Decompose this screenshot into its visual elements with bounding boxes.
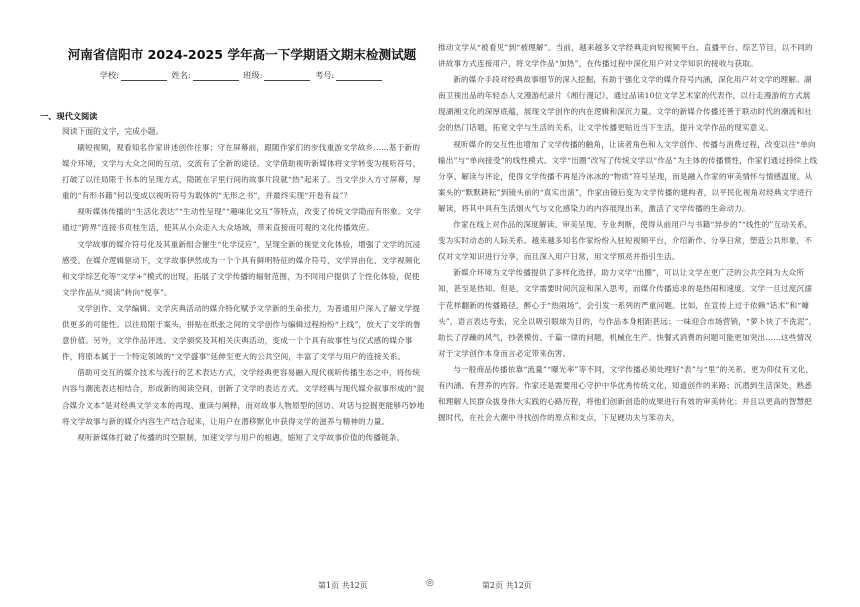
student-info-line (62, 70, 422, 81)
paragraph: 刷短视频，观看知名作家讲述创作往事；守在屏幕前，跟随作家们的步伐重游文学故乡……基于新的媒介环境，文学与大众之间的互动、交流有了全新的途径。文学借助视听新媒体将文学转变为视听符号，打破了以往局限于书本的呈现方式，隐匿在字里行间的故事片段就“热”起来了。当文学步入方寸屏幕，厚重的“有形书籍”何以变成以视听符号为载体的“无形之书”，并最终实现“开卷有益”？ (62, 143, 421, 201)
paragraph: 文学创作、文学编辑、文学庆典活动的媒介特化赋予文学新的生命张力，为普通用户深入了解文学提供更多的可能性。以往局限于案头，拼贴在纸张之间的文学创作与编辑过程纷纷“上线”，放大了文学的鲁意价值。另外，文学作品评选、文学颁奖及其相关庆典活动，变成一个个具有故事性与仪式感的媒介事件，将原本属于一个特定领域的“文学盛事”延伸至更大的公共空间，丰富了文学与用户的连接关系。 (62, 303, 421, 362)
paragraph: 文学故事的媒介符号化及其重新组合催生“化学反应”，呈现全新的视觉文化体验，增强了文学的沉浸感受。在媒介逻辑驱动下，文学故事伊然成为一个个具有鲜明特征的媒介符号，文学异由化、文学视频化和文学综艺化等“文学+”模式的出现，拓展了文学传播的辐射范围，为不同用户提供了个性化体验，促使文学作品从“阅读”转向“悦享”。 (62, 239, 421, 297)
reading-instruction: 阅读下面的文字，完成小题。 (62, 127, 164, 136)
id-label: 考号: (315, 70, 335, 80)
school-blank[interactable] (121, 72, 167, 81)
center-mark-icon: ◎ (426, 578, 434, 588)
right-column-text (438, 40, 818, 426)
paragraph: 新的媒介手段对经典故事细节的深入挖掘，有助于强化文学的媒介符号内涵，深化用户对文学的理解。湖南卫视出品的年轻态人文漫游纪录片《湘行漫记》，通过品读10位文学艺术家的代表作，以行走漫游的方式展现湖湘文化的深厚底蕴，展现文学创作的内在逻辑和深沉力量。文学的新媒介传播还善于联动时代的潮流和社会的热门话题，拓宽文学与生活的关系，让文学传播更贴近当下生活，提升文学作品的现实意义。 (438, 75, 813, 133)
name-blank[interactable] (193, 72, 239, 81)
paragraph: 视听媒介的交互性也增加了文学传播的触角，让读者角色和入文学创作、传播与消费过程，改变以往“单向输出”与“单向接受”的线性模式。文学“出圈”改写了传统文学以“作品”为主体的传播惯性，作家们通过持续上线分享、解读与评论，使得文学传播不再是冷冰冰的“物质”符号呈现，而是融入作家的审美情怀与情感温度。从案头的“默默耕耘”到镜头前的“真实出演”，作家由镜后变为文学传播的建构者，以平民化视角对经典文学进行解读，将其中具有生活烟火气与文化感染力的内容展现出来，激活了文学传播的生命动力。 (438, 139, 818, 213)
page-number-left: 第1页 共12页 (318, 581, 368, 590)
paragraph: 与一般商品传播依靠“流量”“曝光率”等不同，文学传播必须处理好“表”与“里”的关系，更为仰仗有文化、有内涵、有营养的内容。作家还是需要用心守护中华优秀传统文化，知道创作的来路；沉潜到生活深处，熟悉和理解人民群众拔身伟大实践的心路历程，将他们创新创造的成果进行有效的审美转化；并且以更高的智慧把握时代，在社会大潮中寻找创作的原点和支点，下足硬功夫与笨功夫， (438, 364, 814, 423)
paragraph: 借助可交互的媒介技术与流行的艺术表达方式，文学经典更容易融入现代视听传播生态之中，将传统内容与潮流表达相结合，形成新的阅读空间，创新了文学的表达方式。文学经典与现代媒介叙事形成的“混合媒介文本”是对经典文学文本的再现、重读与阐释，而对故事人物原型的回访、对话与挖掘更能够巧妙地将文学故事与新的媒介内容生产结合起来，让用户在潜移默化中获得文学的滋养与精神的力量。 (62, 368, 425, 426)
class-label: 班级: (243, 70, 263, 80)
id-blank[interactable] (336, 72, 382, 81)
paragraph: 视听媒体传播的“生活化表达”“生动性呈现”“趣味化交互”等特点，改变了传统文学隐而有形象。文学通过“跨界”连接书页桂生活，使其从小众走入大众场域，带来直接而可观的文化传播效应。 (62, 207, 422, 233)
school-label: 学校: (99, 70, 119, 80)
paragraph: 视听新媒体打破了传播的时空限制，加速文学与用户的相遇，缩短了文学故事价值的传播链条， (77, 432, 405, 442)
paragraph: 新媒介环境为文学传播提供了多样化选择，助力文学“出圈”，可以让文学在更广泛的公共空间为大众所知，甚至是热知。但是，文学需要时间沉淀和深入思考，而媒介传播追求的是热闹和速度。文学一旦过度沉溺于花样翻新的传播路径，醉心于“热闹场”，会引发一系列的严重问题。比如，在宣传上过于依赖“话术”和“噱头”，语言表达夸张，完全以吸引眼球为目的，与作品本身相距甚远；一味迎合市场营销，“萝卜快了不洗泥”，助长了浮躁的风气，抄袭模仿、千篇一律的问题，机械化生产、快餐式消费的问题可能更加突出……这些情况对于文学创作本身而言必定带来伤害。 (438, 268, 817, 358)
class-blank[interactable] (264, 72, 310, 81)
paragraph: 作家在线上对作品的深度解读、审美呈现、专业判断，使得从前用户与书籍“异步的”“线性的”互动关系，变为实时动态的人际关系。越来越多知名作家纷纷入驻短视频平台，介绍新作、分享日常，塑造公共形象，不仅对文学知识进行分享，而且深入用户日常，用文学照亮并指引生活。 (438, 220, 813, 262)
section-heading: 一、现代文阅读 (40, 111, 98, 121)
page-number-right: 第2页 共12页 (482, 581, 532, 590)
left-column-text (62, 140, 426, 446)
paragraph: 推动文学从“被看见”到“被理解”。当前，越来越多文学经典走向短视频平台、直播平台、综艺节目，以不同的讲故事方式连接用户，将文学作品“加热”，在传播过程中深化用户对文学知识的接收与获取。 (438, 43, 813, 69)
name-label: 姓名: (171, 70, 191, 80)
exam-title: 河南省信阳市 2024-2025 学年高一下学期语文期末检测试题 (67, 47, 417, 62)
